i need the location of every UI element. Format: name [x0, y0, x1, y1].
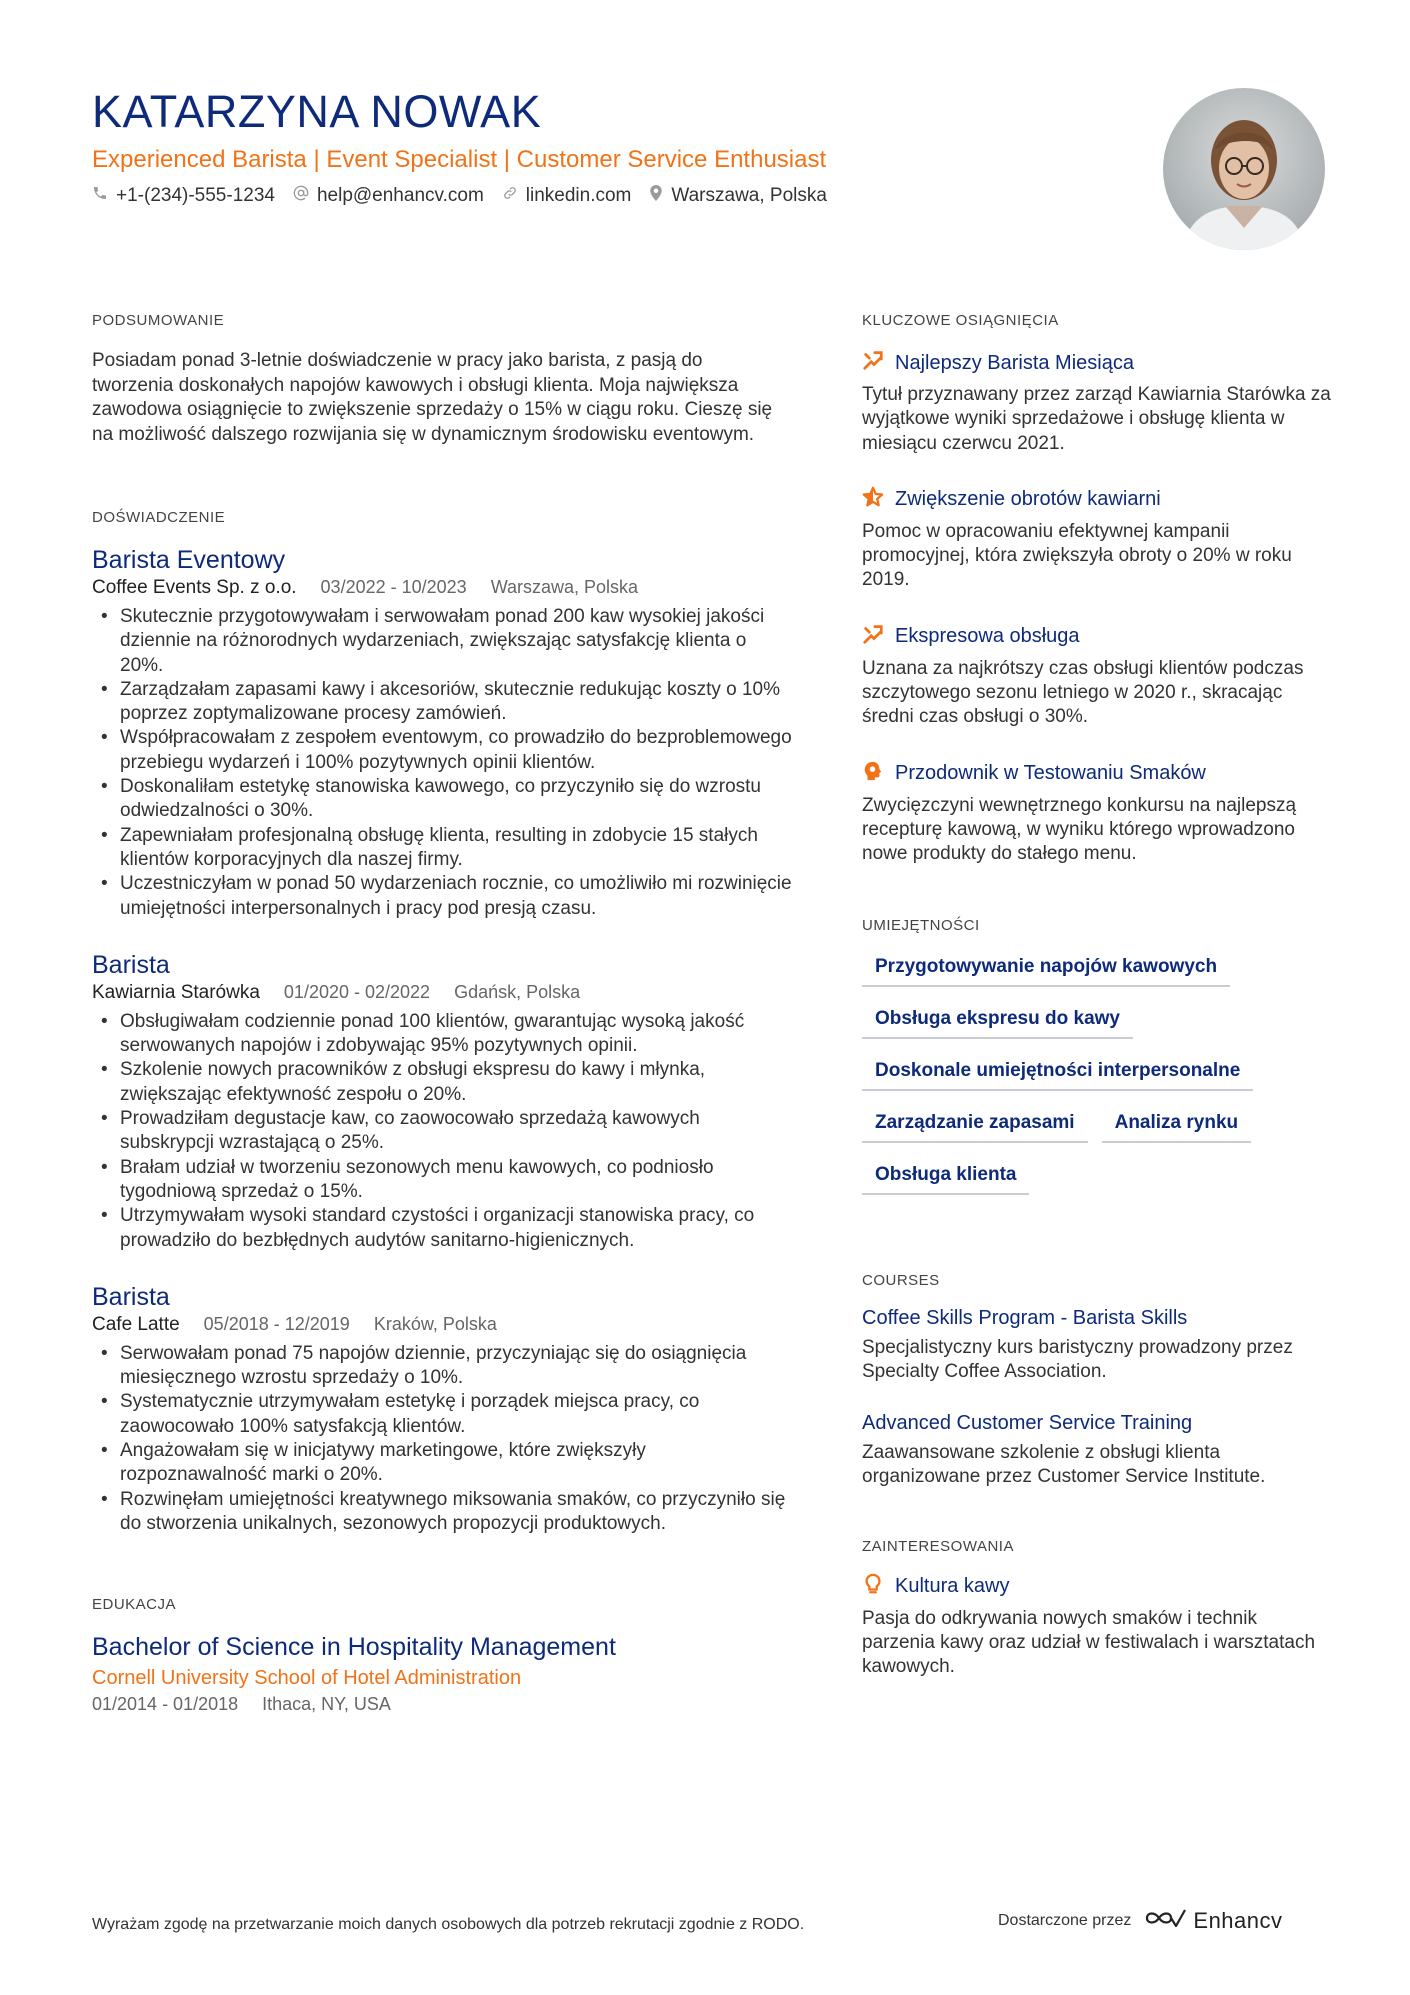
consent-text: Wyrażam zgodę na przetwarzanie moich danych osobowych dla potrzeb rekrutacji zgodnie z RODO. — [92, 1916, 805, 1933]
job-bullet: • Brałam udział w tworzeniu sezonowych menu kawowych, co podniosło tygodniową sprzedaż o 15%. — [120, 1156, 792, 1205]
education-heading: EDUKACJA — [92, 1596, 177, 1614]
job-location: Gdańsk, Polska — [454, 981, 581, 1002]
job-bullets — [92, 605, 792, 921]
candidate-name: KATARZYNA NOWAK — [92, 86, 542, 137]
education-section — [92, 1596, 792, 1715]
achievement-desc: Pomoc w opracowaniu efektywnej kampanii promocyjnej, która zwiększyła obroty o 20% w roku 2019. — [862, 520, 1292, 591]
left-column — [92, 312, 792, 1715]
job-bullet: • Zarządzałam zapasami kawy i akcesoriów, skutecznie redukując koszty o 10% poprzez zoptymalizowane procesy zamówień. — [120, 678, 792, 727]
achievement-head — [862, 760, 1332, 788]
profile-photo — [1163, 88, 1325, 250]
contact-phone — [92, 185, 275, 207]
interest-title: Kultura kawy — [895, 1575, 1010, 1598]
edu-dates: 01/2014 - 01/2018 — [92, 1694, 239, 1715]
course-title: Coffee Skills Program - Barista Skills — [862, 1306, 1188, 1329]
skill-tag: Analiza rynku — [1102, 1108, 1252, 1143]
lightbulb-icon — [862, 1573, 895, 1601]
job-entry — [92, 951, 792, 1253]
linkedin-text: linkedin.com — [525, 185, 632, 206]
edu-meta — [92, 1694, 792, 1715]
at-icon — [293, 185, 317, 207]
email-text: help@enhancv.com — [316, 185, 484, 206]
job-bullet: • Uczestniczyłam w ponad 50 wydarzeniach rocznie, co umożliwiło mi rozwinięcie umiejętności interpersonalnych i pracy pod presją czasu. — [120, 872, 792, 921]
job-title: Barista Eventowy — [92, 546, 286, 574]
contact-location — [649, 185, 827, 207]
achievements-heading: KLUCZOWE OSIĄGNIĘCIA — [862, 312, 1059, 329]
interest-desc: Pasja do odkrywania nowych smaków i technik parzenia kawy oraz udział w festiwalach i warsztatach kawowych. — [862, 1607, 1316, 1678]
job-bullet: • Systematycznie utrzymywałam estetykę i porządek miejsca pracy, co zaowocowało 100% satysfakcją klientów. — [120, 1390, 792, 1439]
achievement-title: Zwiększenie obrotów kawiarni — [895, 488, 1161, 511]
skill-tag: Obsługa ekspresu do kawy — [862, 1004, 1133, 1039]
experience-section — [92, 509, 792, 1536]
summary-heading: PODSUMOWANIE — [92, 312, 225, 329]
courses-heading: COURSES — [862, 1271, 940, 1289]
interests-section — [862, 1538, 1332, 1680]
skill-tag: Przygotowywanie napojów kawowych — [862, 952, 1230, 987]
job-bullet: • Zapewniałam profesjonalną obsługę klienta, resulting in zdobycie 15 stałych klientów korporacyjnych dla naszej firmy. — [120, 824, 792, 873]
job-bullet: • Prowadziłam degustacje kaw, co zaowocowało sprzedażą kawowych subskrypcji wzrastającą o 25%. — [120, 1107, 792, 1156]
job-company: Coffee Events Sp. z o.o. — [92, 577, 297, 598]
star-icon — [862, 486, 895, 514]
achievement-desc: Zwycięzczyni wewnętrznego konkursu na najlepszą recepturę kawową, w wyniku którego wprowadzono nowe produkty do stałego menu. — [862, 794, 1297, 865]
job-entry — [92, 1283, 792, 1536]
job-company: Kawiarnia Starówka — [92, 981, 260, 1003]
job-location: Warszawa, Polska — [490, 577, 639, 597]
achievement-desc: Uznana za najkrótszy czas obsługi klientów podczas szczytowego sezonu letniego w 2020 r., skracając średni czas obsługi o 30%. — [862, 657, 1304, 728]
job-dates: 05/2018 - 12/2019 — [203, 1313, 350, 1334]
job-company: Cafe Latte — [92, 1313, 180, 1335]
achievement-head — [862, 486, 1332, 514]
job-bullets — [92, 1010, 792, 1253]
job-title: Barista — [92, 1282, 170, 1311]
job-location: Kraków, Polska — [373, 1313, 497, 1334]
enhancv-brand: Enhancv — [1193, 1907, 1283, 1933]
job-bullet: • Obsługiwałam codziennie ponad 100 klientów, gwarantując wysoką jakość serwowanych napojów i zdobywając 95% pozytywnych opinii. — [120, 1010, 792, 1059]
link-icon — [502, 185, 526, 207]
interests-heading: ZAINTERESOWANIA — [862, 1537, 1014, 1555]
skills-section — [862, 917, 1332, 1212]
summary-section — [92, 312, 792, 447]
achievement-desc: Tytuł przyznawany przez zarząd Kawiarnia Starówka za wyjątkowe wyniki sprzedażowe i obsługę klienta w miesiącu czerwcu 2021. — [862, 384, 1331, 454]
location-pin-icon — [649, 185, 671, 207]
skill-tag: Zarządzanie zapasami — [862, 1108, 1088, 1143]
growth-arrow-icon — [862, 623, 895, 651]
course-item — [862, 1412, 1332, 1490]
job-bullet: • Szkolenie nowych pracowników z obsługi ekspresu do kawy i młynka, zwiększając efektywność zespołu o 20%. — [120, 1058, 792, 1107]
achievement-title: Ekspresowa obsługa — [895, 625, 1080, 648]
achievement-item — [862, 486, 1332, 593]
phone-text: +1-(234)-555-1234 — [116, 185, 275, 206]
course-item — [862, 1307, 1332, 1385]
achievement-item — [862, 349, 1332, 456]
job-bullet: • Serwowałam ponad 75 napojów dziennie, przyczyniając się do osiągnięcia miesięcznego wzrostu sprzedaży o 10%. — [120, 1342, 792, 1391]
achievement-title: Przodownik w Testowaniu Smaków — [895, 762, 1206, 785]
course-desc: Specjalistyczny kurs baristyczny prowadzony przez Specialty Coffee Association. — [862, 1336, 1293, 1382]
job-meta — [92, 1314, 792, 1336]
summary-text: Posiadam ponad 3-letnie doświadczenie w pracy jako barista, z pasją do tworzenia doskonałych napojów kawowych i obsługi klienta. Moja największa zawodowa osiągnięcie to zwiększenie sprzedaży o 15% w ciągu roku. Cieszę się na możliwość dalszego rozwijania się w dynamicznym środowisku eventowym. — [92, 350, 773, 445]
job-bullet: • Utrzymywałam wysoki standard czystości i organizacji stanowiska pracy, co prowadziło do bezbłędnych audytów sanitarno-higienicznych. — [120, 1204, 792, 1253]
achievement-head — [862, 349, 1332, 377]
candidate-title: Experienced Barista | Event Specialist | Customer Service Enthusiast — [92, 146, 827, 173]
powered-by-label: Dostarczone przez — [998, 1911, 1132, 1929]
edu-location: Ithaca, NY, USA — [262, 1694, 391, 1715]
course-title: Advanced Customer Service Training — [862, 1412, 1193, 1435]
phone-icon — [92, 185, 116, 207]
job-meta — [92, 577, 792, 599]
job-bullet: • Współpracowałam z zespołem eventowym, co prowadziło do bezproblemowego przebiegu wydarzeń i 100% pozytywnych opinii klientów. — [120, 726, 792, 775]
contact-email[interactable] — [293, 185, 484, 207]
interest-head — [862, 1573, 1332, 1601]
job-bullet: • Skutecznie przygotowywałam i serwowałam ponad 200 kaw wysokiej jakości dziennie na różnorodnych wydarzeniach, zwiększając satysfakcję klienta o 20%. — [120, 605, 792, 678]
job-bullet: • Rozwinęłam umiejętności kreatywnego miksowania smaków, co przyczyniło się do stworzenia unikalnych, sezonowych propozycji produktowych. — [120, 1488, 792, 1537]
head-bulb-icon — [862, 760, 895, 788]
skills-heading: UMIEJĘTNOŚCI — [862, 916, 980, 934]
job-title: Barista — [92, 950, 170, 979]
edu-school: Cornell University School of Hotel Administration — [92, 1667, 522, 1690]
job-meta — [92, 982, 792, 1004]
growth-arrow-icon — [862, 349, 895, 377]
courses-section — [862, 1272, 1332, 1490]
skills-list — [862, 952, 1332, 1212]
edu-degree: Bachelor of Science in Hospitality Management — [92, 1633, 616, 1662]
contact-bar — [92, 185, 845, 207]
right-column — [862, 312, 1332, 1710]
achievement-head — [862, 623, 1332, 651]
job-entry — [92, 546, 792, 921]
achievements-section — [862, 312, 1332, 867]
achievement-item — [862, 623, 1332, 730]
job-dates: 01/2020 - 02/2022 — [283, 981, 431, 1002]
job-bullet: • Angażowałam się w inicjatywy marketingowe, które zwiększyły rozpoznawalność marki o 20%. — [120, 1439, 792, 1488]
experience-heading: DOŚWIADCZENIE — [92, 509, 226, 526]
skill-tag: Obsługa klienta — [862, 1160, 1029, 1195]
job-bullets — [92, 1342, 792, 1536]
job-dates: 03/2022 - 10/2023 — [320, 577, 467, 597]
powered-by[interactable] — [998, 1906, 1283, 1935]
achievement-item — [862, 760, 1332, 867]
achievement-title: Najlepszy Barista Miesiąca — [895, 351, 1134, 374]
job-bullet: • Doskonaliłam estetykę stanowiska kawowego, co przyczyniło się do wzrostu odwiedzalności o 30%. — [120, 775, 792, 824]
enhancv-logo-icon — [1143, 1906, 1187, 1935]
contact-linkedin[interactable] — [502, 185, 632, 207]
course-desc: Zaawansowane szkolenie z obsługi klienta organizowane przez Customer Service Institute. — [862, 1442, 1266, 1488]
location-text: Warszawa, Polska — [671, 185, 827, 206]
skill-tag: Doskonale umiejętności interpersonalne — [862, 1056, 1253, 1091]
interest-item — [862, 1573, 1332, 1680]
